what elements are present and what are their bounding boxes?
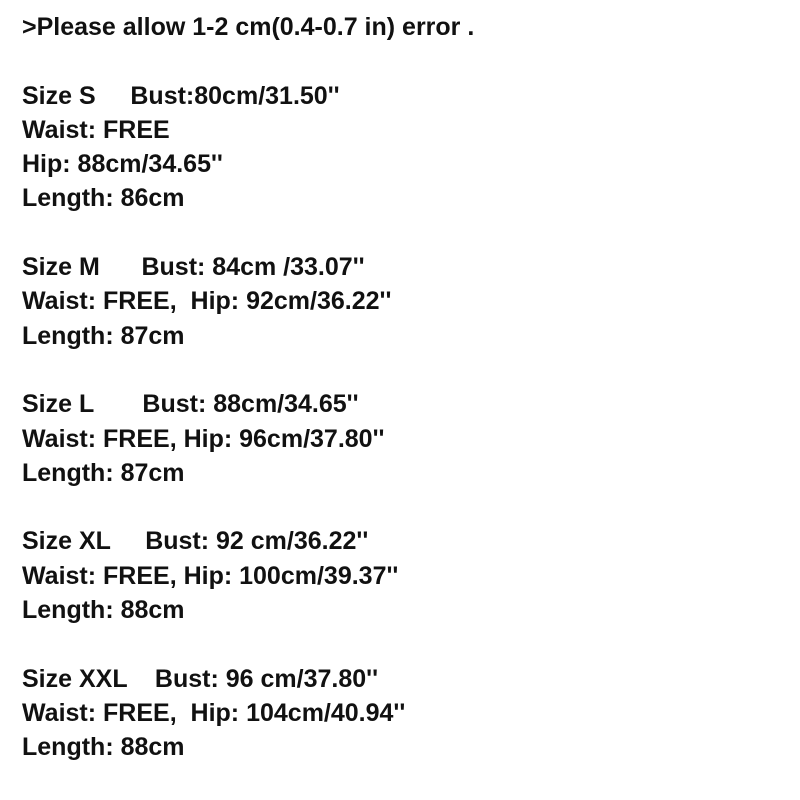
- size-m-waist-hip-line: Waist: FREE, Hip: 92cm/36.22'': [22, 287, 392, 316]
- size-m-length-line: Length: 87cm: [22, 321, 185, 350]
- size-s-length-line: Length: 86cm: [22, 184, 185, 213]
- size-block-xxl: [22, 662, 792, 765]
- size-block-s: [22, 79, 792, 216]
- size-xl-waist-hip-line: Waist: FREE, Hip: 100cm/39.37'': [22, 561, 399, 590]
- size-l-bust-line: Size L Bust: 88cm/34.65'': [22, 390, 359, 419]
- size-xxl-length-line: Length: 88cm: [22, 733, 185, 762]
- size-l-length-line: Length: 87cm: [22, 458, 185, 487]
- size-m-bust-line: Size M Bust: 84cm /33.07'': [22, 253, 365, 282]
- size-xxl-bust-line: Size XXL Bust: 96 cm/37.80'': [22, 664, 379, 693]
- size-chart-text: [22, 10, 792, 765]
- size-xxl-waist-hip-line: Waist: FREE, Hip: 104cm/40.94'': [22, 698, 406, 727]
- measurement-error-note: >Please allow 1-2 cm(0.4-0.7 in) error .: [22, 13, 475, 41]
- size-s-waist-line: Waist: FREE: [22, 115, 170, 144]
- size-xl-length-line: Length: 88cm: [22, 596, 185, 625]
- size-s-hip-line: Hip: 88cm/34.65'': [22, 150, 223, 179]
- size-xl-bust-line: Size XL Bust: 92 cm/36.22'': [22, 527, 369, 556]
- size-block-l: [22, 387, 792, 490]
- size-l-waist-hip-line: Waist: FREE, Hip: 96cm/37.80'': [22, 424, 385, 453]
- size-s-bust-line: Size S Bust:80cm/31.50'': [22, 81, 340, 110]
- size-block-m: [22, 250, 792, 353]
- size-block-xl: [22, 524, 792, 627]
